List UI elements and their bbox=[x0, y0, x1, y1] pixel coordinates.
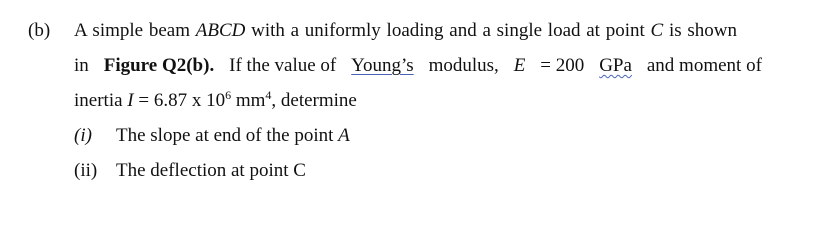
gpa-unit: GPa bbox=[599, 55, 632, 76]
line1-text-a: A simple beam bbox=[74, 20, 196, 41]
part-ii-text: The deflection at point C bbox=[116, 160, 306, 181]
i-symbol: I bbox=[127, 90, 134, 111]
youngs-word: Young’s bbox=[351, 55, 414, 76]
question-label: (b) bbox=[28, 20, 51, 41]
point-a-label: A bbox=[338, 125, 350, 146]
line3-text-b: = 6.87 x 10 bbox=[133, 90, 226, 111]
line2-text-e: and moment of bbox=[646, 55, 762, 76]
line2-modulus: modulus, bbox=[428, 55, 499, 76]
exponent-6: 6 bbox=[225, 88, 232, 102]
line2-text-b: If the value of bbox=[229, 55, 337, 76]
question-line-2 bbox=[74, 55, 762, 77]
line2-value: = 200 bbox=[540, 55, 585, 76]
line1-text-b: with a uniformly loading and a single load at point bbox=[245, 20, 651, 41]
part-ii-label: (ii) bbox=[74, 160, 98, 181]
beam-name: ABCD bbox=[195, 20, 246, 41]
question-line-3 bbox=[74, 90, 357, 112]
exponent-4: 4 bbox=[265, 88, 272, 102]
point-c-label: C bbox=[650, 20, 664, 41]
question-line-1 bbox=[74, 20, 737, 42]
part-i-text bbox=[116, 125, 350, 147]
line2-word-in: in bbox=[74, 55, 89, 76]
part-i-text-a: The slope at end of the point bbox=[116, 125, 339, 146]
figure-reference: Figure Q2(b). bbox=[103, 55, 215, 76]
line3-text-d: , determine bbox=[271, 90, 357, 111]
part-i-label: (i) bbox=[74, 125, 92, 146]
line3-text-a: inertia bbox=[74, 90, 128, 111]
line1-text-c: is shown bbox=[663, 20, 738, 41]
line3-unit: mm bbox=[231, 90, 266, 111]
e-symbol: E bbox=[513, 55, 526, 76]
